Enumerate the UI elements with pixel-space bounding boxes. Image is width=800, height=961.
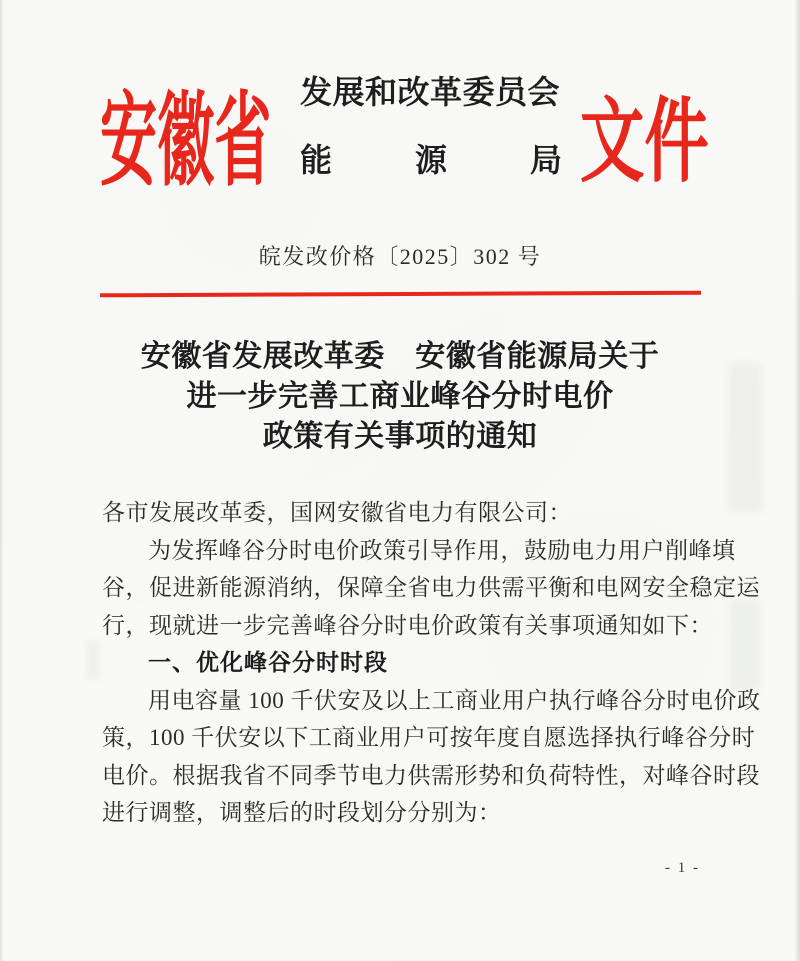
paragraph-line: 策，100 千伏安以下工商业用户可按年度自愿选择执行峰谷分时: [102, 725, 756, 750]
paragraph-line: 行，现就进一步完善峰谷分时电价政策有关事项通知如下：: [102, 612, 713, 638]
red-divider-rule: [100, 291, 701, 298]
org-name-line2: [300, 142, 562, 178]
org-name-line2-char: 局: [529, 142, 562, 178]
letterhead-province-name: 安徽省: [100, 86, 272, 199]
document-title-line: 政策有关事项的通知: [262, 420, 538, 453]
paragraph-line: 进行调整，调整后的时段划分分别为：: [102, 800, 502, 825]
paragraph-line: 谷，促进新能源消纳，保障全省电力供需平衡和电网安全稳定运: [102, 575, 760, 600]
paragraph-line: 电价。根据我省不同季节电力供需形势和负荷特性，对峰谷时段: [102, 762, 760, 788]
salutation-line: 各市发展改革委，国网安徽省电力有限公司：: [102, 500, 572, 525]
letterhead-doc-type-label: 文件: [580, 91, 709, 193]
org-name-line2-char: 源: [414, 142, 447, 178]
document-title-line: 安徽省发展改革委 安徽省能源局关于: [140, 340, 660, 373]
document-reference-number: 皖发改价格〔2025〕302 号: [258, 244, 542, 269]
section-1-heading: 一、优化峰谷分时时段: [148, 649, 388, 675]
org-name-line1: 发展和改革委员会: [300, 74, 561, 110]
paragraph-line: 为发挥峰谷分时电价政策引导作用，鼓励电力用户削峰填: [148, 537, 736, 563]
bleedthrough-artifact: [730, 600, 760, 690]
bleedthrough-artifact: [86, 640, 100, 680]
org-name-line2-char: 能: [300, 142, 333, 178]
document-title: [60, 337, 740, 457]
page-number: - 1 -: [665, 860, 700, 876]
document-title-line: 进一步完善工商业峰谷分时电价: [186, 380, 614, 413]
paragraph-line: 用电容量 100 千伏安及以上工商业用户执行峰谷分时电价政: [148, 687, 761, 713]
letterhead-org-name: [300, 74, 562, 178]
document-body: [102, 494, 761, 832]
